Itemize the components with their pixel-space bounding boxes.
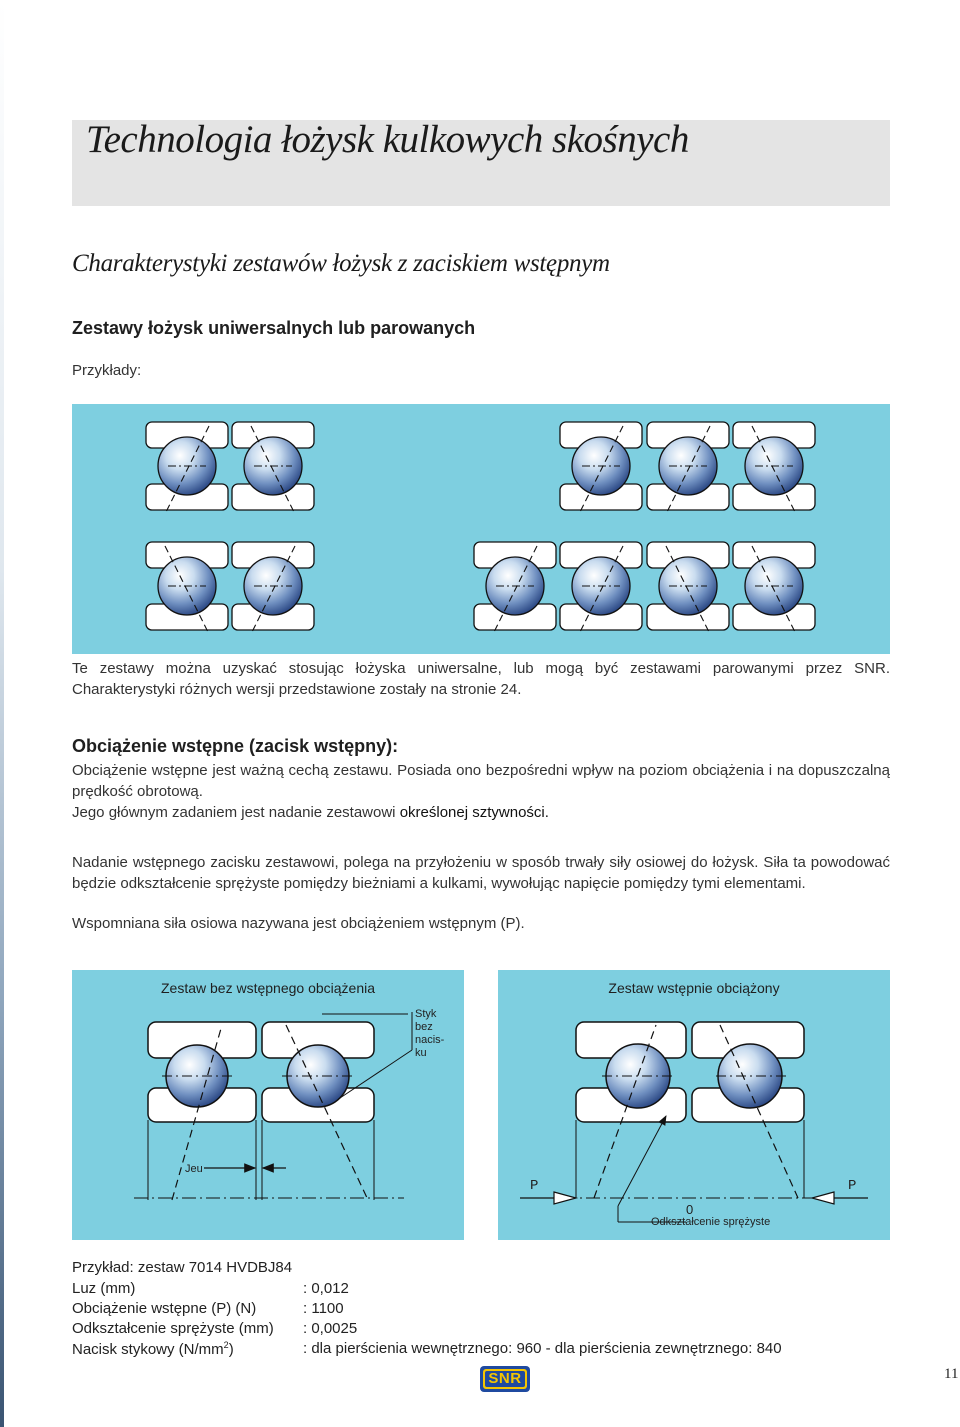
spec-label: Obciążenie wstępne (P) (N) [72,1300,257,1317]
bearing-unit [560,542,642,634]
preload-paragraph-1: Obciążenie wstępne jest ważną cechą zestawu. Posiada ono bezpośredni wpływ na poziom obciążenia i na dopuszczalną prędkość obrotową. [72,762,890,800]
contact-callout [415,1008,464,1060]
callout-line: bez nacis- [415,1021,445,1046]
callout-line: Styk [415,1008,437,1020]
section-heading-preload: Obciążenie wstępne (zacisk wstępny): [72,736,399,756]
bearing-unit [733,542,815,634]
figure-no-preload-title: Zestaw bez wstępnego obciążenia [160,980,376,996]
figure-no-preload-svg [72,970,464,1240]
force-label-left: P [530,1178,539,1194]
examples-label: Przykłady: [72,362,142,379]
figure-preloaded-svg [498,970,890,1240]
bearing-unit [733,422,815,514]
spec-label-text: Nacisk stykowy (N/mm [72,1341,224,1358]
page-number: 11 [944,1366,959,1382]
spec-value: : 0,0025 [303,1320,358,1337]
figure-no-preload [72,970,464,1240]
section-heading-sets: Zestawy łożysk uniwersalnych lub parowanych [72,318,476,338]
spec-value: : dla pierścienia wewnętrznego: 960 - dla pierścienia zewnętrznego: 840 [303,1340,782,1357]
bearing-arrangements-svg [72,404,890,654]
page-subtitle: Charakterystyki zestawów łożysk z zaciskiem wstępnym [72,250,610,277]
zero-label: 0 [686,1202,694,1217]
spec-label-end: ) [228,1341,234,1358]
bearing-unit [232,422,314,514]
spec-label: Odkształcenie sprężyste (mm) [72,1320,274,1337]
deformation-label: Odkształcenie sprężyste [651,1216,771,1228]
snr-logo [480,1366,530,1392]
gap-label: Jeu [185,1163,203,1175]
spec-value: : 1100 [303,1300,344,1317]
snr-logo-text: SNR [488,1370,522,1387]
figure-preloaded-title: Zestaw wstępnie obciążony [608,980,780,996]
bearing-unit [560,422,642,514]
preload-paragraph-1b [72,802,890,823]
preload-text-emphasis: określonej sztywności. [399,804,549,821]
sets-paragraph: Te zestawy można uzyskać stosując łożyska uniwersalne, lub mogą być zestawami parowanymi przez SNR. Charakterystyki różnych wersji przedstawione zostały na stronie 24. [72,660,890,698]
bearing-unit [647,422,729,514]
bearing-unit [232,542,314,634]
preload-paragraph-2: Nadanie wstępnego zacisku zestawowi, polega na przyłożeniu w sposób trwały siły osiowej do łożysk. Siła ta powodować będzie odkształcenie sprężyste pomiędzy bieżniami a kulkami, wywołując napięcie pomiędzy tymi elementami. [72,854,890,892]
figure-preloaded [498,970,890,1240]
bearing-unit [647,542,729,634]
page-title: Technologia łożysk kulkowych skośnych [86,118,689,161]
bearing-unit [146,542,228,634]
preload-text: Jego głównym zadaniem jest nadanie zestawowi [72,804,400,821]
callout-line: ku [415,1047,427,1059]
preload-paragraph-3: Wspomniana siła osiowa nazywana jest obciążeniem wstępnym (P). [72,915,525,932]
example-heading: Przykład: zestaw 7014 HVDBJ84 [72,1259,293,1276]
spec-label-sup: 2 [223,1340,229,1350]
spec-label: Luz (mm) [72,1280,136,1297]
spec-label-contact [72,1340,234,1358]
page-edge-strip [0,0,4,1427]
spec-value: : 0,012 [303,1280,349,1297]
force-label-right: P [848,1178,857,1194]
bearing-unit [146,422,228,514]
bearing-unit [474,542,556,634]
bearing-arrangements-diagram [72,404,890,654]
